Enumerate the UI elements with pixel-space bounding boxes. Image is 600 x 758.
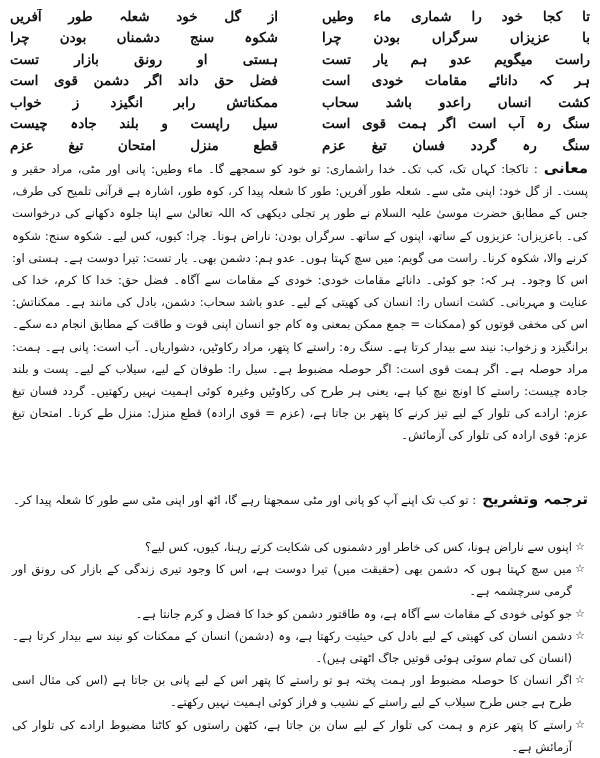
tashreeh-list	[12, 536, 588, 758]
star-outline-icon: ☆	[575, 673, 585, 687]
list-item-text: جو کوئی خودی کے مقامات سے آگاہ ہے، وہ طاقتور دشمن کو خدا کا فضل و کرم جانتا ہے۔	[135, 606, 572, 621]
list-item	[12, 558, 588, 602]
couplet	[10, 28, 590, 50]
couplet	[10, 92, 590, 114]
list-item	[12, 625, 588, 669]
misra-first: با عزیزاں سرگراں بودن چرا	[322, 30, 590, 47]
misra-first: سنگ رہ گردد فسان تیغ عزم	[322, 137, 590, 154]
couplet	[10, 71, 590, 93]
misra-first: تا کجا خود را شماری ماء وطیں	[322, 8, 590, 25]
star-outline-icon: ☆	[575, 717, 585, 731]
couplet	[10, 135, 590, 157]
maani-text: : تاکجا: کہاں تک، کب تک۔ خدا راشماری: تو خود کو سمجھے گا۔ ماء وطیں: پانی اور مٹی، مراد حقیر و پست۔ از گل خود: اپنی مٹی سے۔ شعلہ طور آفریں: طور کا شعلہ پیدا کر، کوہ طور، اشارہ ہے قرآنی تلمیح کی طرف، جس کے مطابق حضرت موسیٰ علیہ السلام نے طور پر تجلی دیکھی کہ اللہ تعالیٰ سے اپنا جلوہ دکھانے کی درخواست کی۔ باعزیزاں: عزیزوں کے ساتھ، اپنوں کے ساتھ۔ سرگراں بودن: ناراض ہونا۔ چرا: کیوں، کس لیے۔ شکوہ سنج: شکوہ کرنے والا، شکوہ کرنا۔ راست می گویم: میں سچ کہتا ہوں۔ عدو ہم: دشمن بھی۔ یار تست: تیرا دوست ہے۔ ہستی او: اس کا وجود۔ ہر کہ: جو کوئی۔ دانائے مقامات خودی: خودی کے مقامات سے آگاہ۔ فضل حق: خدا کا کرم، خدا کی عنایت و مہربانی۔ کشت انساں را: انسان کی کھیتی کے لیے۔ عدو باشد سحاب: دشمن، بادل کی مانند ہے۔ ممکناتش: اس کی مخفی قوتوں کو (ممکنات = جمع ممکن بمعنی وہ کام جو انسان اپنی قوت و طاقت کے مطابق انجام دے سکے۔ برانگیزد و زخواب: نیند سے بیدار کرتا ہے۔ سنگ رہ: راستے کا پتھر، مراد رکاوٹیں، دشواریاں۔ آب است: پانی ہے۔ ہمت: مراد حوصلہ ہے۔ اگر ہمت قوی است: اگر حوصلہ مضبوط ہے۔ سیل را: طوفان کے لیے، سیلاب کے لیے۔ پست و بلند جادہ چیست: راستے کا اونچ نیچ کیا ہے، یعنی ہر طرح کی رکاوٹیں وغیرہ کوئی اہمیت نہیں رکھتیں۔ گردد فسان تیغ عزم: ارادے کی تلوار کے لیے تیز کرنے کا پتھر بن جاتا ہے، (عزم = قوی ارادہ) قطع منزل: منزل طے کرنا۔ امتحان تیغ عزم: قوی ارادہ کی تلوار کی آزمائش۔	[12, 162, 588, 443]
tarjuma-section	[12, 488, 588, 511]
list-item	[12, 669, 588, 713]
list-item-text: دشمن انسان کی کھیتی کے لیے بادل کی حیثیت رکھتا ہے، وہ (دشمن) انسان کے ممکنات کو نیند سے بیدار کرتا ہے۔ (انسان کی تمام سوئی ہوئی قوتیں جاگ اٹھتی ہیں)۔	[12, 628, 572, 666]
list-item-text: اگر انسان کا حوصلہ مضبوط اور ہمت پختہ ہو تو راستے کا پتھر اس کے لیے پانی بن جاتا ہے (اس کی مثال اسی طرح ہے جس طرح سیلاب کے لیے راستے کے نشیب و فراز کوئی اہمیت نہیں رکھتے۔	[12, 673, 572, 710]
tarjuma-intro: : تو کب تک اپنے آپ کو پانی اور مٹی سمجھتا رہے گا، اٹھ اور اپنی مٹی سے طور کا شعلہ پیدا کر۔	[13, 493, 477, 507]
misra-first: سنگ رہ آب است اگر ہمت قوی است	[322, 116, 590, 133]
tarjuma-heading: ترجمہ وتشریح	[482, 490, 588, 508]
list-item-text: راستے کا پتھر عزم و ہمت کی تلوار کے لیے سان بن جاتا ہے، کٹھن راستوں کو کاٹنا مضبوط ارادے کی تلوار کی آزمائش ہے۔	[12, 717, 572, 754]
couplet	[10, 6, 590, 28]
list-item-text: میں سچ کہتا ہوں کہ دشمن بھی (حقیقت میں) تیرا دوست ہے، اس کا وجود تیری زندگی کے بازار کی رونق اور گرمی سرچشمہ ہے۔	[12, 562, 572, 599]
misra-second: ہستی او رونق بازار تست	[10, 51, 278, 68]
misra-first: کشت انساں راعدو باشد سحاب	[322, 94, 590, 111]
misra-second: فضل حق داند اگر دشمن قوی است	[10, 73, 278, 90]
couplet	[10, 49, 590, 71]
star-outline-icon: ☆	[575, 628, 585, 642]
couplet	[10, 114, 590, 136]
star-outline-icon: ☆	[575, 562, 585, 576]
persian-poem	[10, 6, 590, 157]
misra-first: راست میگویم عدو ہم یار تست	[322, 51, 590, 68]
misra-second: سیل راپست و بلند جادہ چیست	[10, 116, 278, 133]
list-item	[12, 536, 588, 558]
list-item-text: اپنوں سے ناراض ہونا، کس کی خاطر اور دشمنوں کی شکایت کرتے رہنا، کیوں، کس لیے؟	[144, 540, 572, 554]
star-outline-icon: ☆	[575, 606, 585, 620]
misra-second: از گل خود شعلہ طور آفریں	[10, 8, 278, 25]
maani-heading: معانی	[543, 159, 588, 177]
maani-section	[12, 157, 588, 447]
star-outline-icon: ☆	[575, 540, 585, 553]
misra-second: قطع منزل امتحان تیغ عزم	[10, 137, 278, 154]
misra-second: ممکناتش رابر انگیزد ز خواب	[10, 94, 278, 111]
misra-second: شکوہ سنج دشمناں بودن چرا	[10, 30, 278, 47]
list-item	[12, 603, 588, 625]
misra-first: ہر کہ دانائے مقامات خودی است	[322, 73, 590, 90]
